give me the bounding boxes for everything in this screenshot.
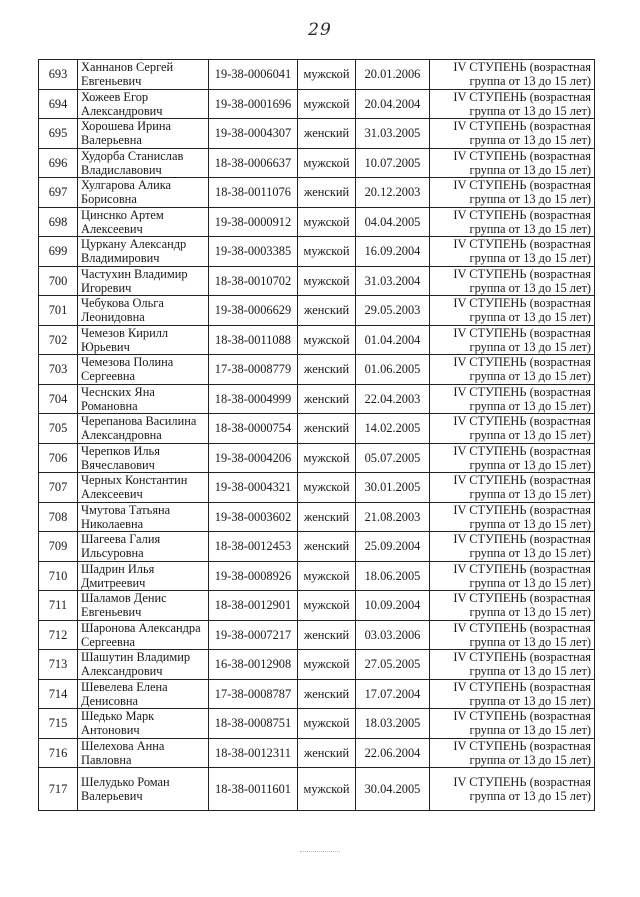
birth-date: 03.03.2006 (356, 620, 430, 650)
participant-sex: женский (298, 620, 356, 650)
participant-id: 19-38-0004321 (209, 473, 298, 503)
row-number: 701 (39, 296, 78, 326)
patronymic: Леонидовна (81, 310, 145, 325)
participant-name (78, 679, 209, 709)
patronymic: Николаевна (81, 516, 144, 531)
level-age-group: группа от 13 до 15 лет) (469, 664, 591, 679)
participant-name (78, 650, 209, 680)
surname-given-name: Ханнанов Сергей (81, 60, 174, 75)
participant-name (78, 237, 209, 267)
level-stage: IV СТУПЕНЬ (возрастная (453, 591, 591, 606)
table-row (39, 178, 595, 208)
level-stage: IV СТУПЕНЬ (возрастная (453, 443, 591, 458)
participant-sex: женский (298, 296, 356, 326)
table-row (39, 561, 595, 591)
level-cell (430, 620, 595, 650)
patronymic: Ильсуровна (81, 546, 144, 561)
row-number: 712 (39, 620, 78, 650)
level-stage: IV СТУПЕНЬ (возрастная (453, 237, 591, 252)
table-row (39, 207, 595, 237)
participant-sex: женский (298, 178, 356, 208)
row-number: 708 (39, 502, 78, 532)
row-number: 717 (39, 768, 78, 811)
table-row (39, 768, 595, 811)
table-row (39, 384, 595, 414)
participant-id: 18-38-0012453 (209, 532, 298, 562)
level-cell (430, 679, 595, 709)
participant-sex: мужской (298, 650, 356, 680)
birth-date: 31.03.2005 (356, 119, 430, 149)
participant-name (78, 768, 209, 811)
level-age-group: группа от 13 до 15 лет) (469, 546, 591, 561)
level-age-group: группа от 13 до 15 лет) (469, 280, 591, 295)
participants-table (38, 59, 595, 811)
level-stage: IV СТУПЕНЬ (возрастная (453, 650, 591, 665)
birth-date: 10.09.2004 (356, 591, 430, 621)
table-row (39, 119, 595, 149)
participant-sex: мужской (298, 591, 356, 621)
level-cell (430, 355, 595, 385)
participant-name (78, 89, 209, 119)
participant-name (78, 355, 209, 385)
participant-name (78, 119, 209, 149)
table-row (39, 414, 595, 444)
participant-name (78, 502, 209, 532)
participant-id: 19-38-0008926 (209, 561, 298, 591)
participant-name (78, 473, 209, 503)
level-cell (430, 237, 595, 267)
level-age-group: группа от 13 до 15 лет) (469, 516, 591, 531)
patronymic: Валерьевич (81, 789, 143, 803)
surname-given-name: Шаламов Денис (81, 591, 167, 606)
level-stage: IV СТУПЕНЬ (возрастная (453, 148, 591, 163)
row-number: 699 (39, 237, 78, 267)
patronymic: Денисовна (81, 693, 139, 708)
participant-id: 19-38-0006041 (209, 60, 298, 90)
row-number: 693 (39, 60, 78, 90)
level-age-group: группа от 13 до 15 лет) (469, 789, 591, 803)
level-cell (430, 591, 595, 621)
level-age-group: группа от 13 до 15 лет) (469, 221, 591, 236)
table-row (39, 266, 595, 296)
level-cell (430, 266, 595, 296)
level-cell (430, 325, 595, 355)
surname-given-name: Чеснских Яна (81, 384, 155, 399)
table-row (39, 709, 595, 739)
birth-date: 18.03.2005 (356, 709, 430, 739)
participant-name (78, 532, 209, 562)
level-age-group: группа от 13 до 15 лет) (469, 457, 591, 472)
level-cell (430, 207, 595, 237)
birth-date: 22.06.2004 (356, 738, 430, 768)
level-stage: IV СТУПЕНЬ (возрастная (453, 60, 591, 75)
level-age-group: группа от 13 до 15 лет) (469, 162, 591, 177)
level-age-group: группа от 13 до 15 лет) (469, 487, 591, 502)
participant-name (78, 414, 209, 444)
patronymic: Борисовна (81, 192, 137, 207)
patronymic: Владиславович (81, 162, 162, 177)
birth-date: 18.06.2005 (356, 561, 430, 591)
surname-given-name: Черепков Илья (81, 443, 160, 458)
page-number: 29 (308, 20, 332, 40)
level-cell (430, 650, 595, 680)
row-number: 702 (39, 325, 78, 355)
participant-sex: женский (298, 532, 356, 562)
level-stage: IV СТУПЕНЬ (возрастная (453, 414, 591, 429)
participant-name (78, 148, 209, 178)
participant-name (78, 384, 209, 414)
participant-sex: мужской (298, 60, 356, 90)
participant-name (78, 207, 209, 237)
level-stage: IV СТУПЕНЬ (возрастная (453, 532, 591, 547)
table-row (39, 532, 595, 562)
row-number: 711 (39, 591, 78, 621)
participant-name (78, 178, 209, 208)
participant-sex: мужской (298, 148, 356, 178)
participant-id: 18-38-0011076 (209, 178, 298, 208)
birth-date: 20.12.2003 (356, 178, 430, 208)
surname-given-name: Хорошева Ирина (81, 119, 171, 134)
row-number: 706 (39, 443, 78, 473)
scan-mark (300, 851, 340, 853)
participant-name (78, 709, 209, 739)
participant-id: 19-38-0004307 (209, 119, 298, 149)
participant-id: 19-38-0004206 (209, 443, 298, 473)
level-cell (430, 709, 595, 739)
level-cell (430, 443, 595, 473)
table-row (39, 148, 595, 178)
level-stage: IV СТУПЕНЬ (возрастная (453, 384, 591, 399)
level-stage: IV СТУПЕНЬ (возрастная (453, 620, 591, 635)
patronymic: Антонович (81, 723, 140, 738)
birth-date: 01.04.2004 (356, 325, 430, 355)
level-cell (430, 384, 595, 414)
participant-name (78, 738, 209, 768)
birth-date: 14.02.2005 (356, 414, 430, 444)
patronymic: Алексеевич (81, 487, 143, 502)
surname-given-name: Шаронова Александра (81, 620, 201, 635)
level-cell (430, 119, 595, 149)
participant-sex: женский (298, 414, 356, 444)
level-stage: IV СТУПЕНЬ (возрастная (453, 119, 591, 134)
table-row (39, 296, 595, 326)
participant-id: 19-38-0006629 (209, 296, 298, 326)
row-number: 700 (39, 266, 78, 296)
participant-id: 18-38-0000754 (209, 414, 298, 444)
level-cell (430, 738, 595, 768)
surname-given-name: Шагеева Галия (81, 532, 161, 547)
birth-date: 05.07.2005 (356, 443, 430, 473)
patronymic: Вячеславович (81, 457, 155, 472)
birth-date: 21.08.2003 (356, 502, 430, 532)
level-cell (430, 561, 595, 591)
participant-sex: женский (298, 355, 356, 385)
table-row (39, 60, 595, 90)
level-cell (430, 414, 595, 444)
level-age-group: группа от 13 до 15 лет) (469, 310, 591, 325)
patronymic: Алексеевич (81, 221, 143, 236)
level-cell (430, 502, 595, 532)
table-row (39, 443, 595, 473)
patronymic: Александровна (81, 428, 162, 443)
row-number: 696 (39, 148, 78, 178)
surname-given-name: Шедько Марк (81, 709, 155, 724)
level-stage: IV СТУПЕНЬ (возрастная (453, 296, 591, 311)
level-cell (430, 148, 595, 178)
participant-id: 17-38-0008779 (209, 355, 298, 385)
surname-given-name: Шелехова Анна (81, 738, 165, 753)
participant-id: 18-38-0004999 (209, 384, 298, 414)
level-cell (430, 178, 595, 208)
surname-given-name: Хожеев Егор (81, 89, 149, 104)
participant-id: 17-38-0008787 (209, 679, 298, 709)
surname-given-name: Частухин Владимир (81, 266, 188, 281)
row-number: 716 (39, 738, 78, 768)
surname-given-name: Худорба Станислав (81, 148, 184, 163)
participant-id: 18-38-0012311 (209, 738, 298, 768)
table-row (39, 89, 595, 119)
table-row (39, 679, 595, 709)
row-number: 694 (39, 89, 78, 119)
level-stage: IV СТУПЕНЬ (возрастная (453, 709, 591, 724)
row-number: 709 (39, 532, 78, 562)
level-cell (430, 89, 595, 119)
row-number: 698 (39, 207, 78, 237)
table-row (39, 473, 595, 503)
table-row (39, 502, 595, 532)
patronymic: Александрович (81, 103, 163, 118)
participant-sex: мужской (298, 443, 356, 473)
level-stage: IV СТУПЕНЬ (возрастная (453, 679, 591, 694)
level-stage: IV СТУПЕНЬ (возрастная (453, 89, 591, 104)
row-number: 714 (39, 679, 78, 709)
participant-name (78, 325, 209, 355)
row-number: 713 (39, 650, 78, 680)
patronymic: Сергеевна (81, 634, 136, 649)
level-age-group: группа от 13 до 15 лет) (469, 723, 591, 738)
table-row (39, 325, 595, 355)
surname-given-name: Цуркану Александр (81, 237, 187, 252)
level-stage: IV СТУПЕНЬ (возрастная (453, 178, 591, 193)
participant-id: 19-38-0003602 (209, 502, 298, 532)
participant-id: 18-38-0011088 (209, 325, 298, 355)
level-age-group: группа от 13 до 15 лет) (469, 752, 591, 767)
level-age-group: группа от 13 до 15 лет) (469, 192, 591, 207)
birth-date: 29.05.2003 (356, 296, 430, 326)
level-cell (430, 768, 595, 811)
participant-sex: женский (298, 119, 356, 149)
level-age-group: группа от 13 до 15 лет) (469, 428, 591, 443)
table-row (39, 237, 595, 267)
participant-name (78, 266, 209, 296)
surname-given-name: Черных Константин (81, 473, 188, 488)
surname-given-name: Чемезова Полина (81, 355, 174, 370)
participant-id: 18-38-0006637 (209, 148, 298, 178)
patronymic: Евгеньевич (81, 74, 142, 89)
participant-sex: мужской (298, 561, 356, 591)
row-number: 705 (39, 414, 78, 444)
participant-sex: женский (298, 384, 356, 414)
level-stage: IV СТУПЕНЬ (возрастная (453, 355, 591, 370)
row-number: 695 (39, 119, 78, 149)
level-stage: IV СТУПЕНЬ (возрастная (453, 775, 591, 789)
patronymic: Александрович (81, 664, 163, 679)
birth-date: 27.05.2005 (356, 650, 430, 680)
participant-sex: мужской (298, 266, 356, 296)
table-row (39, 591, 595, 621)
level-age-group: группа от 13 до 15 лет) (469, 369, 591, 384)
participant-sex: женский (298, 679, 356, 709)
participant-name (78, 443, 209, 473)
surname-given-name: Чемезов Кирилл (81, 325, 169, 340)
level-stage: IV СТУПЕНЬ (возрастная (453, 738, 591, 753)
level-stage: IV СТУПЕНЬ (возрастная (453, 325, 591, 340)
participant-id: 18-38-0012901 (209, 591, 298, 621)
birth-date: 20.04.2004 (356, 89, 430, 119)
level-cell (430, 296, 595, 326)
surname-given-name: Шевелева Елена (81, 679, 168, 694)
participant-id: 18-38-0008751 (209, 709, 298, 739)
table-row (39, 620, 595, 650)
level-cell (430, 473, 595, 503)
birth-date: 31.03.2004 (356, 266, 430, 296)
surname-given-name: Черепанова Василина (81, 414, 197, 429)
level-age-group: группа от 13 до 15 лет) (469, 693, 591, 708)
level-cell (430, 532, 595, 562)
birth-date: 20.01.2006 (356, 60, 430, 90)
participant-sex: женский (298, 502, 356, 532)
participant-id: 16-38-0012908 (209, 650, 298, 680)
level-stage: IV СТУПЕНЬ (возрастная (453, 266, 591, 281)
row-number: 715 (39, 709, 78, 739)
participant-id: 19-38-0000912 (209, 207, 298, 237)
birth-date: 10.07.2005 (356, 148, 430, 178)
participant-name (78, 561, 209, 591)
level-stage: IV СТУПЕНЬ (возрастная (453, 561, 591, 576)
participant-id: 18-38-0010702 (209, 266, 298, 296)
surname-given-name: Шадрин Илья (81, 561, 155, 576)
row-number: 704 (39, 384, 78, 414)
level-age-group: группа от 13 до 15 лет) (469, 251, 591, 266)
birth-date: 22.04.2003 (356, 384, 430, 414)
level-age-group: группа от 13 до 15 лет) (469, 398, 591, 413)
participant-name (78, 296, 209, 326)
participant-name (78, 620, 209, 650)
surname-given-name: Чебукова Ольга (81, 296, 164, 311)
participant-sex: мужской (298, 473, 356, 503)
participant-sex: мужской (298, 709, 356, 739)
patronymic: Игоревич (81, 280, 132, 295)
participant-sex: женский (298, 738, 356, 768)
participant-sex: мужской (298, 207, 356, 237)
birth-date: 01.06.2005 (356, 355, 430, 385)
level-age-group: группа от 13 до 15 лет) (469, 103, 591, 118)
participant-id: 18-38-0011601 (209, 768, 298, 811)
participant-name (78, 60, 209, 90)
birth-date: 16.09.2004 (356, 237, 430, 267)
birth-date: 17.07.2004 (356, 679, 430, 709)
surname-given-name: Цинснко Артем (81, 207, 164, 222)
participant-id: 19-38-0007217 (209, 620, 298, 650)
patronymic: Сергеевна (81, 369, 136, 384)
row-number: 703 (39, 355, 78, 385)
patronymic: Дмитреевич (81, 575, 146, 590)
surname-given-name: Хулгарова Алика (81, 178, 172, 193)
level-cell (430, 60, 595, 90)
level-age-group: группа от 13 до 15 лет) (469, 74, 591, 89)
level-age-group: группа от 13 до 15 лет) (469, 634, 591, 649)
birth-date: 04.04.2005 (356, 207, 430, 237)
surname-given-name: Шелудько Роман (81, 775, 170, 789)
table-row (39, 355, 595, 385)
participant-sex: мужской (298, 237, 356, 267)
table-body (39, 60, 595, 811)
level-age-group: группа от 13 до 15 лет) (469, 605, 591, 620)
row-number: 710 (39, 561, 78, 591)
birth-date: 30.01.2005 (356, 473, 430, 503)
row-number: 697 (39, 178, 78, 208)
patronymic: Павловна (81, 752, 132, 767)
table-row (39, 738, 595, 768)
participant-id: 19-38-0001696 (209, 89, 298, 119)
birth-date: 30.04.2005 (356, 768, 430, 811)
participant-id: 19-38-0003385 (209, 237, 298, 267)
patronymic: Юрьевич (81, 339, 130, 354)
participant-sex: мужской (298, 325, 356, 355)
level-age-group: группа от 13 до 15 лет) (469, 575, 591, 590)
participant-sex: мужской (298, 768, 356, 811)
table-row (39, 650, 595, 680)
patronymic: Романовна (81, 398, 138, 413)
level-stage: IV СТУПЕНЬ (возрастная (453, 473, 591, 488)
row-number: 707 (39, 473, 78, 503)
participant-name (78, 591, 209, 621)
level-stage: IV СТУПЕНЬ (возрастная (453, 502, 591, 517)
patronymic: Евгеньевич (81, 605, 142, 620)
surname-given-name: Шашутин Владимир (81, 650, 191, 665)
birth-date: 25.09.2004 (356, 532, 430, 562)
level-age-group: группа от 13 до 15 лет) (469, 339, 591, 354)
patronymic: Владимирович (81, 251, 160, 266)
level-age-group: группа от 13 до 15 лет) (469, 133, 591, 148)
participant-sex: мужской (298, 89, 356, 119)
surname-given-name: Чмутова Татьяна (81, 502, 171, 517)
level-stage: IV СТУПЕНЬ (возрастная (453, 207, 591, 222)
patronymic: Валерьевна (81, 133, 142, 148)
